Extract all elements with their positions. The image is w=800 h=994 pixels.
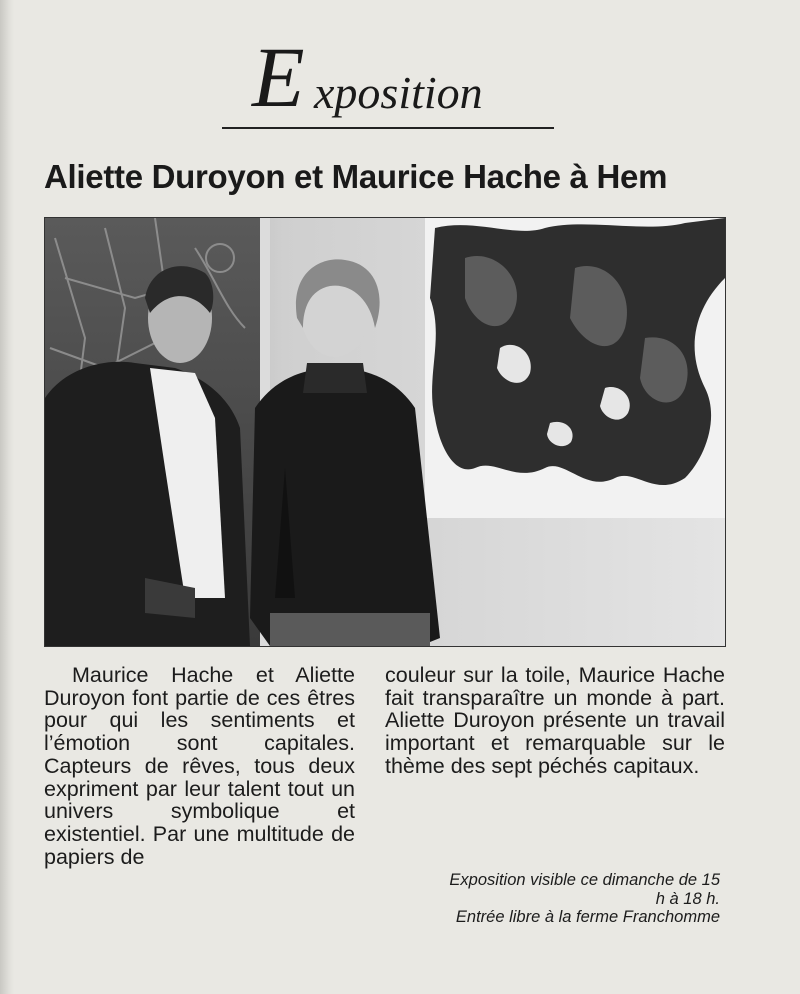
section-heading-rest: xposition (314, 67, 483, 118)
heading-underline (222, 127, 554, 129)
page-edge (0, 0, 14, 994)
article-photo (44, 217, 726, 647)
exhibition-info: Exposition visible ce dimanche de 15 h à 18 h. Entrée libre à la ferme Franchomme (449, 871, 720, 926)
article-headline: Aliette Duroyon et Maurice Hache à Hem (44, 158, 668, 195)
section-heading (250, 30, 560, 125)
article-column-right: couleur sur la toile, Maurice Hache fait transparaître un monde à part. Aliette Duroyon présente un travail important et remarquable sur le thème des sept péchés capitaux. (385, 663, 725, 778)
section-heading-initial: E (252, 29, 305, 125)
article-column-left: Maurice Hache et Aliette Duroyon font partie de ces êtres pour qui les sentiments et l’émotion sont capitales. Capteurs de rêves, tous deux expriment par leur talent tout un univers symbolique et existentiel. Par une multitude de papiers de (44, 663, 355, 869)
